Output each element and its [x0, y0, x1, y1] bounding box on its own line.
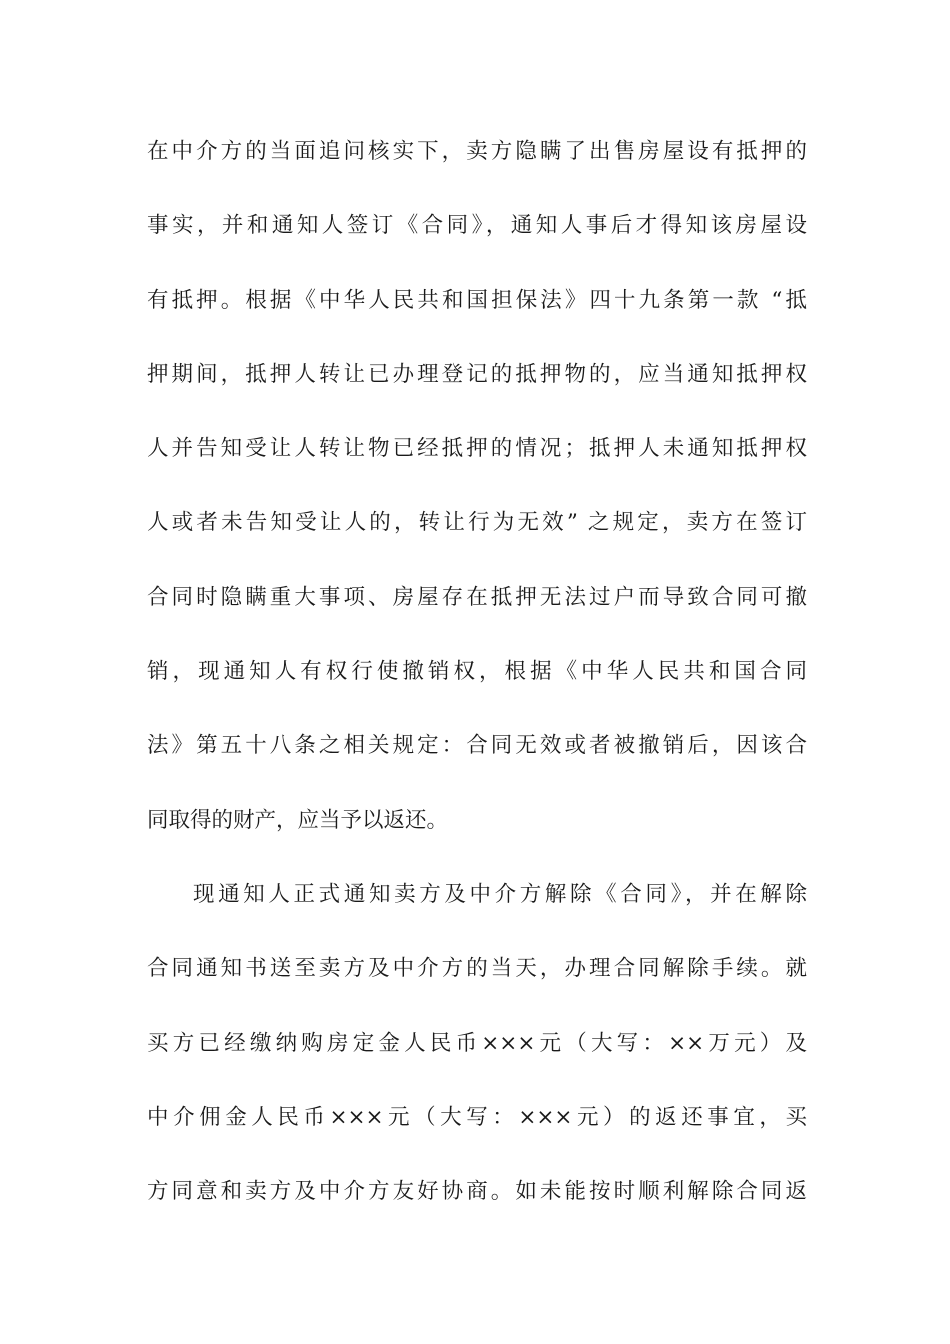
- paragraph-line: 中介佣金人民币×××元（大写：×××元）的返还事宜，买: [147, 1104, 807, 1130]
- paragraph-line: 方同意和卖方及中介方友好协商。如未能按时顺利解除合同返: [147, 1179, 807, 1205]
- paragraph-line: 销，现通知人有权行使撤销权，根据《中华人民共和国合同: [147, 659, 807, 685]
- paragraph-line: 事实，并和通知人签订《合同》，通知人事后才得知该房屋设: [147, 213, 807, 239]
- paragraph-line: 人并告知受让人转让物已经抵押的情况；抵押人未通知抵押权: [147, 436, 807, 462]
- paragraph-line: 在中介方的当面追问核实下，卖方隐瞒了出售房屋设有抵押的: [147, 139, 807, 164]
- paragraph-line: 合同通知书送至卖方及中介方的当天，办理合同解除手续。就: [147, 956, 807, 982]
- paragraph-line: 合同时隐瞒重大事项、房屋存在抵押无法过户而导致合同可撤: [147, 584, 807, 610]
- paragraph-line: 押期间，抵押人转让已办理登记的抵押物的，应当通知抵押权: [147, 361, 807, 387]
- paragraph-line: 有抵押。根据《中华人民共和国担保法》四十九条第一款 “抵: [147, 287, 807, 313]
- paragraph-line: 现通知人正式通知卖方及中介方解除《合同》，并在解除: [193, 881, 807, 907]
- paragraph-line: 法》第五十八条之相关规定：合同无效或者被撤销后，因该合: [147, 733, 807, 759]
- paragraph-line: 人或者未告知受让人的，转让行为无效” 之规定，卖方在签订: [147, 510, 807, 536]
- paragraph-line: 买方已经缴纳购房定金人民币×××元（大写：××万元）及: [147, 1030, 807, 1056]
- paragraph-line: 同取得的财产，应当予以返还。: [147, 807, 449, 833]
- document-body: [147, 130, 807, 1244]
